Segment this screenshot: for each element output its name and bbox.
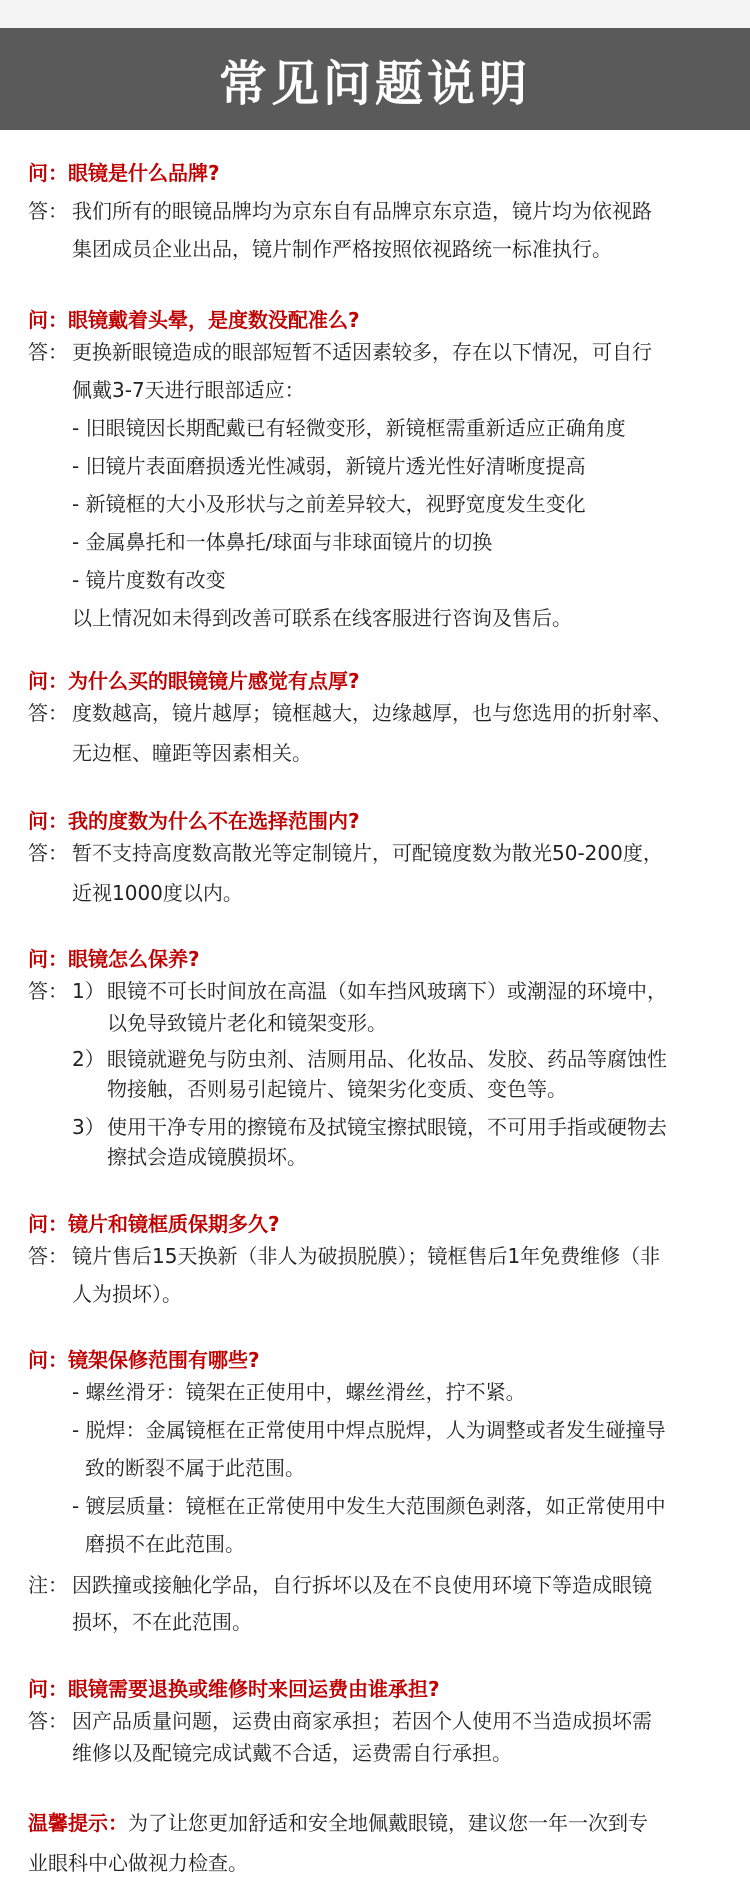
tip-label: 温馨提示： xyxy=(28,1811,128,1835)
question-4: 问：我的度数为什么不在选择范围内? xyxy=(28,809,360,833)
tip-line-2: 业眼科中心做视力检查。 xyxy=(28,1851,248,1875)
question-3: 问：为什么买的眼镜镜片感觉有点厚? xyxy=(28,669,360,693)
question-8: 问：眼镜需要退换或维修时来回运费由谁承担? xyxy=(28,1677,440,1701)
question-2: 问：眼镜戴着头晕，是度数没配准么? xyxy=(28,308,360,332)
tip-line-1: 温馨提示：为了让您更加舒适和安全地佩戴眼镜，建议您一年一次到专 xyxy=(28,1811,648,1835)
page-title: 常见问题说明 xyxy=(218,55,531,112)
question-7: 问：镜架保修范围有哪些? xyxy=(28,1348,260,1372)
top-strip xyxy=(0,0,750,28)
question-1: 问：眼镜是什么品牌? xyxy=(28,161,220,185)
header-banner xyxy=(0,28,750,130)
question-6: 问：镜片和镜框质保期多久? xyxy=(28,1212,280,1236)
question-5: 问：眼镜怎么保养? xyxy=(28,947,200,971)
